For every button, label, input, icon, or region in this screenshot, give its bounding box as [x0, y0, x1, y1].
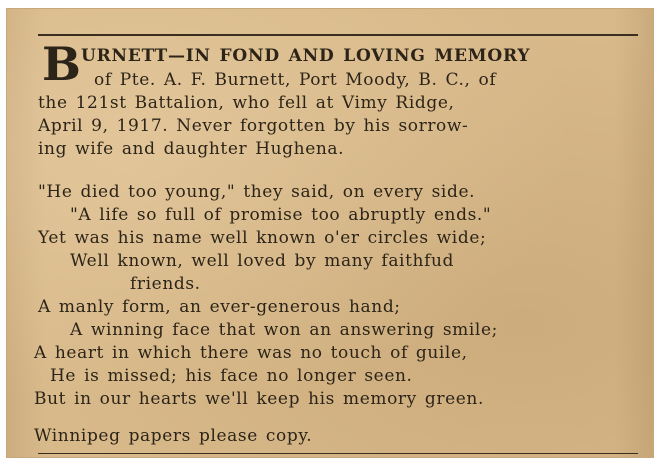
footer-note: Winnipeg papers please copy.	[34, 426, 313, 446]
poem-line-5: friends.	[130, 274, 201, 294]
poem-line-7: A winning face that won an answering smile;	[70, 320, 498, 340]
intro-line-1: of Pte. A. F. Burnett, Port Moody, B. C., of	[94, 70, 497, 90]
bottom-rule	[38, 453, 638, 454]
poem-line-6: A manly form, an ever-generous hand;	[38, 297, 401, 317]
poem-line-9: He is missed; his face no longer seen.	[50, 366, 413, 386]
intro-line-2: the 121st Battalion, who fell at Vimy Ridge,	[38, 93, 455, 113]
intro-line-4: ing wife and daughter Hughena.	[38, 139, 345, 159]
poem-line-8: A heart in which there was no touch of guile,	[34, 343, 468, 363]
poem-line-4: Well known, well loved by many faithfud	[70, 251, 454, 271]
poem-line-2: "A life so full of promise too abruptly ends."	[70, 205, 492, 225]
poem-line-3: Yet was his name well known o'er circles wide;	[38, 228, 487, 248]
poem-line-10: But in our hearts we'll keep his memory green.	[34, 389, 484, 409]
intro-line-3: April 9, 1917. Never forgotten by his sorrow-	[38, 116, 469, 136]
poem-line-1: "He died too young," they said, on every side.	[38, 182, 476, 202]
top-rule	[38, 34, 638, 36]
drop-cap: B	[42, 37, 81, 91]
newspaper-clipping	[6, 8, 654, 458]
notice-heading: URNETT—IN FOND AND LOVING MEMORY	[81, 46, 531, 66]
